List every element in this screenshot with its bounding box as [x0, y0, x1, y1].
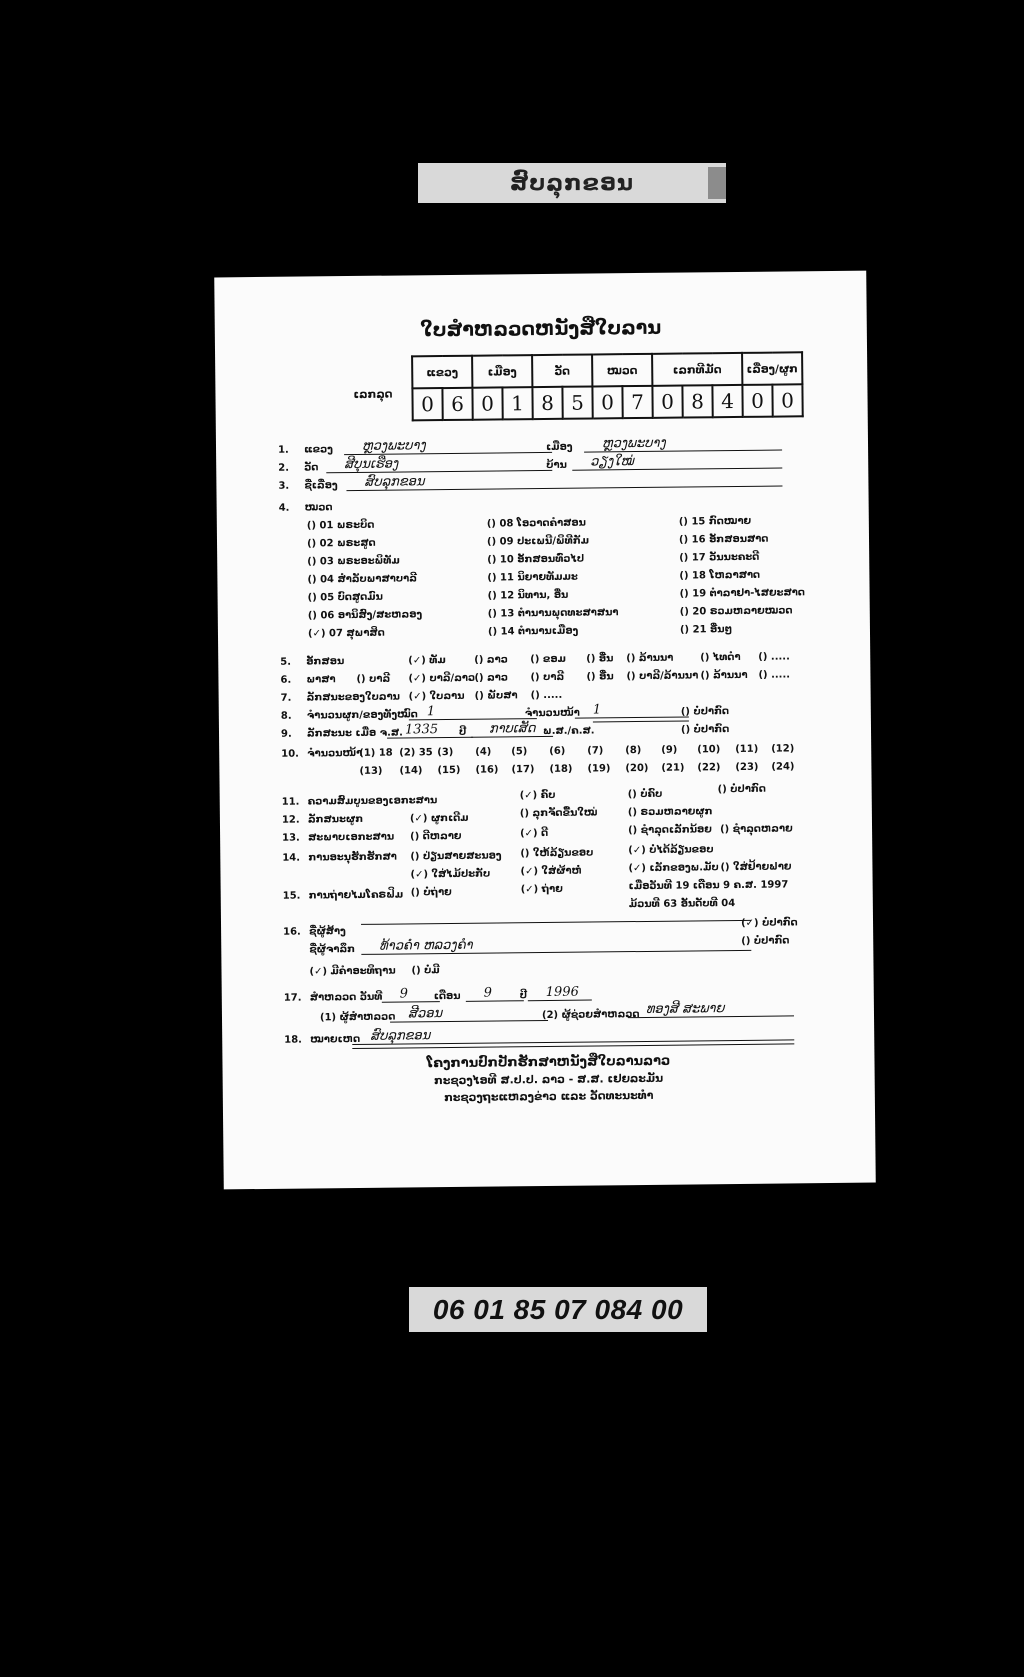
assistant-value: ທອງສີ ສະພາຍ — [628, 1001, 794, 1018]
page-cell: (21) — [661, 762, 685, 774]
page-cell: (22) — [697, 762, 721, 774]
conservation-option[interactable]: (✓) ໃສ່ຜ້າຫໍ່ — [520, 865, 582, 878]
language-option[interactable]: () ລ້ານນາ — [700, 669, 748, 682]
code-col-category: ໝວດ — [592, 354, 652, 387]
language-option[interactable]: () ..... — [758, 669, 791, 681]
category-option[interactable]: () 12 ນິທານ, ອື່ນ — [487, 589, 569, 602]
completeness-label: ຄວາມສົມບູນຂອງເອກະສານ — [307, 795, 438, 808]
microfilm-date: ເມື່ອວັນທີ 19 ເດືອນ 9 ຄ.ສ. 1997 — [628, 879, 789, 893]
material-option[interactable]: () ..... — [530, 689, 563, 702]
language-option[interactable]: () ບາລີ/ລ້ານນາ — [626, 670, 699, 683]
microfilm-option[interactable]: (✓) ຖ່າຍ — [520, 883, 563, 896]
district-label: ເມືອງ — [545, 441, 573, 453]
row-number: 13. — [282, 832, 300, 844]
page-cell: (23) — [735, 761, 759, 774]
bundle-type-option[interactable]: () ລຸກຈັດຂື້ນໃໝ່ — [519, 807, 598, 820]
language-option[interactable]: () ລາວ — [474, 672, 509, 684]
temple-value: ສີບຸນເຮືອງ — [326, 456, 552, 473]
category-option[interactable]: () 13 ຕຳນານພຸດທະສາສນາ — [487, 607, 619, 620]
category-option[interactable]: () 18 ໂຫລາສາດ — [679, 569, 761, 582]
creator-label: ຊື່ຜູ້ສ້າງ — [309, 926, 346, 938]
page-cell: (13) — [359, 765, 383, 777]
category-option[interactable]: () 19 ຕຳລາຢາ-ໄສຍະສາດ — [679, 587, 805, 600]
code-digit: 0 — [652, 386, 682, 418]
row-number: 9. — [280, 728, 292, 740]
bottom-code-text: 06 01 85 07 084 00 — [432, 1293, 684, 1325]
completeness-option[interactable]: () ບໍ່ປາກົດ — [717, 783, 766, 796]
code-label: ເລກລຸດ — [353, 387, 393, 401]
category-option[interactable]: () 21 ອື່ນໆ — [679, 624, 733, 636]
condition-option[interactable]: () ຊຳລຸດເລັກນ້ອຍ — [628, 824, 712, 837]
code-col-district: ເມືອງ — [472, 355, 532, 388]
surveyor-label: (1) ຜູ້ສຳຫລວດ — [319, 1011, 396, 1024]
row-number: 5. — [280, 656, 292, 668]
page-cell: (5) — [511, 746, 528, 758]
page-cell: (3) — [437, 746, 454, 759]
category-option[interactable]: () 14 ຕຳນານເມືອງ — [487, 625, 579, 638]
completeness-option[interactable]: (✓) ຄົບ — [519, 789, 556, 802]
code-table — [411, 351, 804, 421]
completeness-option[interactable]: () ບໍ່ຄົບ — [627, 788, 663, 801]
title-label: ຊື່ເລື່ອງ — [304, 480, 338, 492]
row-number: 10. — [281, 748, 300, 760]
row-number: 4. — [278, 502, 290, 514]
code-digit: 0 — [742, 385, 772, 417]
material-option[interactable]: (✓) ໃບລານ — [408, 690, 465, 703]
label-tab — [708, 167, 726, 199]
footer-line: ກະຊວງໄອທີ ສ.ປ.ປ. ລາວ - ສ.ສ. ເຢຍລະມັນ — [434, 1071, 664, 1088]
code-col-temple: ວັດ — [532, 354, 592, 387]
header-label-text: ສົບລຸກຂອນ — [510, 170, 634, 196]
page-cell: (9) — [661, 744, 678, 756]
bundle-type-label: ລັກສນະຜູກ — [307, 813, 364, 826]
scribe-value: ທ້າວຄຳ ຫລວງຄໍາ — [361, 936, 751, 955]
code-digit: 0 — [592, 386, 622, 418]
category-option[interactable]: () 10 ອັກສອນທົ່ວໄປ — [487, 553, 585, 566]
script-option[interactable]: () ລ້ານນາ — [626, 652, 674, 665]
row-number: 15. — [282, 890, 301, 902]
footer-line: ໂຄງການປົກປັກຮັກສາຫນັງສືໃບລານລາວ — [426, 1053, 671, 1072]
script-option[interactable]: () ລາວ — [474, 654, 508, 666]
conservation-option[interactable]: (✓) ບໍ່ໄດ້ລ້ຽນຂອບ — [628, 844, 714, 857]
not-shown-option[interactable]: (✓) ບໍ່ປາກົດ — [740, 917, 798, 929]
category-option[interactable]: () 17 ວັນນະຄະດີ — [679, 551, 760, 564]
year-label: ປີ — [519, 990, 528, 1002]
code-digit: 0 — [772, 384, 802, 416]
surveyor-value: ສີວອນ — [390, 1006, 548, 1023]
title-value: ສົບລຸກຂອນ — [346, 472, 782, 492]
page-cell: (15) — [437, 764, 461, 777]
page-cell: (20) — [625, 762, 649, 775]
category-option[interactable]: () 16 ອັກສອນສາດ — [678, 533, 769, 546]
language-option[interactable]: () ບາລີ — [356, 673, 391, 685]
condition-label: ສະພາບເອກະສານ — [308, 831, 395, 844]
row-number: 3. — [278, 480, 290, 492]
page-cell: (8) — [625, 744, 642, 757]
microfilm-option[interactable]: () ບໍ່ຖ່າຍ — [410, 886, 452, 899]
page-count-label: ຈຳນວນໜ້າ — [524, 707, 580, 720]
page-cell: (17) — [511, 764, 535, 776]
code-digit: 0 — [472, 387, 502, 419]
village-value: ວຽງໃໝ່ — [572, 454, 782, 471]
province-value: ຫຼວງພະບາງ — [344, 438, 552, 455]
era-label: ພ.ສ./ຄ.ສ. — [542, 725, 595, 738]
page-cell: (19) — [587, 763, 611, 775]
code-digit: 8 — [682, 385, 712, 417]
row-number: 8. — [280, 710, 292, 722]
survey-form-sheet — [214, 271, 876, 1190]
form-footer — [222, 1051, 874, 1109]
code-digit: 4 — [712, 385, 742, 417]
script-label: ອັກສອນ — [306, 656, 345, 668]
page-cell: (1) 18 — [359, 747, 393, 759]
code-digit: 8 — [532, 387, 562, 419]
prayer-option[interactable]: (✓) ມີຄຳອະທິຖານ — [309, 965, 396, 978]
condition-option[interactable]: () ຊຳລຸດຫລາຍ — [719, 823, 793, 836]
category-option[interactable]: () 09 ປະເພນີ/ພິທີກັມ — [486, 535, 590, 548]
category-option[interactable]: () 06 ອານິສົງ/ສະຫລອງ — [307, 609, 423, 622]
conservation-label: ການອະນຸຮັກຮັກສາ — [308, 851, 397, 864]
row-number: 7. — [280, 692, 292, 704]
page-cell: (16) — [475, 764, 499, 776]
code-digit: 0 — [412, 388, 442, 420]
survey-date-label: ສຳຫລວດ ວັນທີ — [309, 991, 383, 1004]
script-option[interactable]: () ຂອມ — [530, 653, 567, 666]
category-option[interactable]: (✓) 07 ສຸພາສິດ — [307, 627, 385, 640]
era-value — [593, 720, 689, 722]
district-value: ຫຼວງພະບາງ — [584, 436, 782, 453]
conservation-option[interactable]: (✓) ໃສ່ໄມ້ປະກັບ — [410, 868, 491, 881]
page-cell: (10) — [697, 744, 721, 756]
category-option[interactable]: () 01 ພຣະບິດ — [306, 519, 375, 532]
page-cell: (2) 35 — [399, 747, 433, 759]
category-label: ໝວດ — [304, 502, 333, 514]
prayer-option[interactable]: () ບໍ່ມີ — [411, 965, 440, 977]
code-digit: 5 — [562, 386, 592, 418]
survey-year: 1996 — [528, 986, 592, 1002]
code-col-province: ແຂວງ — [412, 356, 472, 389]
temple-label: ວັດ — [304, 462, 319, 474]
row-number: 1. — [277, 444, 289, 456]
condition-option[interactable]: () ດີຫລາຍ — [410, 830, 462, 843]
remarks-label: ໝາຍເຫດ — [310, 1033, 361, 1046]
header-label — [418, 163, 726, 203]
village-label: ບ້ານ — [546, 459, 567, 471]
code-digit: 6 — [442, 388, 472, 420]
pages-label: ຈຳນວນໜ້າ — [307, 747, 363, 760]
condition-option[interactable]: (✓) ດີ — [520, 827, 549, 840]
page-cell: (6) — [549, 745, 566, 757]
category-option[interactable]: () 05 ບົດສູດມົນ — [307, 591, 384, 604]
category-option[interactable]: () 04 ສຳລັບພາສາບາລີ — [307, 573, 417, 586]
category-option[interactable]: () 03 ພຣະອະພິທັມ — [307, 555, 400, 568]
row-number: 2. — [278, 462, 290, 474]
script-option[interactable]: (✓) ທັມ — [408, 655, 446, 667]
material-option[interactable]: () ພັບສາ — [474, 690, 518, 702]
survey-month: 9 — [466, 986, 524, 1002]
bundle-type-option[interactable]: (✓) ຜູກເດີມ — [409, 812, 469, 825]
scribe-label: ຊື່ຜູ້ຈາລຶກ — [309, 944, 356, 956]
date-label: ລັກສະນະ ເມື່ອ ຈ.ສ. — [306, 727, 404, 740]
conservation-option[interactable]: () ປ່ຽນສາຍສະນອງ — [410, 850, 502, 863]
microfilm-label: ການຖ່າຍໄມໂຄຣຟິມ — [308, 889, 404, 902]
category-option[interactable]: () 11 ນິຍາຍທັມມະ — [487, 571, 578, 584]
category-option[interactable]: () 15 ກົດໝາຍ — [678, 515, 752, 528]
row-number: 11. — [281, 796, 300, 808]
survey-day: 9 — [382, 987, 440, 1003]
code-col-bundle: ເລກທີມັດ — [652, 353, 742, 386]
creator-value — [361, 920, 751, 925]
row-number: 16. — [283, 926, 301, 938]
row-number: 12. — [281, 814, 300, 826]
page-cell: (11) — [735, 743, 759, 756]
category-option[interactable]: () 20 ຣວມຫລາຍໝວດ — [679, 605, 793, 618]
assistant-label: (2) ຜູ້ຊ່ວຍສຳຫລວດ — [541, 1009, 640, 1022]
code-col-story: ເລື່ອງ/ຜູກ — [742, 352, 802, 385]
language-option[interactable]: () ບາລີ — [530, 671, 565, 684]
province-label: ແຂວງ — [303, 444, 334, 456]
code-digit: 7 — [622, 386, 652, 418]
script-option[interactable]: () ໄທດຳ — [700, 651, 741, 664]
footer-line: ກະຊວງຖະແຫລງຂ່າວ ແລະ ວັດທະນະທຳ — [444, 1088, 654, 1105]
page-cell: (24) — [771, 761, 795, 773]
not-shown-option[interactable]: () ບໍ່ປາກົດ — [741, 935, 790, 947]
bundle-count-value: 1 — [409, 704, 537, 720]
year-label: ປີ — [458, 726, 467, 738]
year-name-value: ກາບເສັດ — [471, 722, 553, 738]
script-option[interactable]: () ອື່ນ — [586, 653, 614, 665]
language-label: ພາສາ — [306, 674, 336, 686]
remarks-value: ສົບລຸກຂອນ — [352, 1025, 794, 1045]
page-cell: (4) — [475, 746, 492, 758]
bundle-type-option[interactable]: () ຣວມຫລາຍຜູກ — [627, 806, 713, 819]
category-option[interactable]: () 08 ໂອວາດຄຳສອນ — [486, 517, 587, 530]
category-option[interactable]: () 02 ພຣະສູດ — [306, 537, 376, 550]
material-label: ລັກສນະຂອງໃບລານ — [306, 691, 401, 704]
language-option[interactable]: () ອື່ນ — [586, 671, 614, 683]
conservation-option[interactable]: () ໃຫ້ລ້ຽນຂອບ — [520, 847, 594, 860]
row-number: 18. — [284, 1034, 303, 1046]
microfilm-roll: ມ້ວນທີ 63 ອັນດັບທີ 04 — [628, 898, 736, 911]
page-cell: (14) — [399, 765, 423, 777]
not-shown-option[interactable]: () ບໍ່ປາກົດ — [680, 706, 730, 718]
script-option[interactable]: () ..... — [758, 651, 790, 663]
conservation-option[interactable]: (✓) ເລັກຂອງພ.ມັບ — [628, 862, 719, 875]
row-number: 6. — [280, 674, 292, 686]
page-cell: (18) — [549, 763, 573, 775]
not-shown-option[interactable]: () ບໍ່ປາກົດ — [680, 724, 730, 736]
language-option[interactable]: (✓) ບາລີ/ລາວ — [408, 672, 476, 685]
row-number: 17. — [283, 992, 302, 1004]
bundle-count-label: ຈຳນວນຜູກ/ຂອງທັງໝົດ — [306, 709, 418, 722]
bottom-code-label — [409, 1287, 707, 1332]
code-digit: 1 — [502, 387, 532, 419]
month-label: ເດືອນ — [433, 990, 461, 1003]
era-year-value: 1335 — [387, 723, 473, 739]
conservation-option[interactable]: () ໃສ່ຢ້າຍຟາຍ — [720, 861, 792, 874]
form-title: ໃບສຳຫລວດຫນັງສືໃບລານ — [420, 316, 662, 342]
page-cell: (7) — [587, 745, 604, 757]
page-cell: (12) — [771, 743, 795, 755]
page-count-value: 1 — [575, 702, 689, 718]
row-number: 14. — [282, 852, 301, 864]
